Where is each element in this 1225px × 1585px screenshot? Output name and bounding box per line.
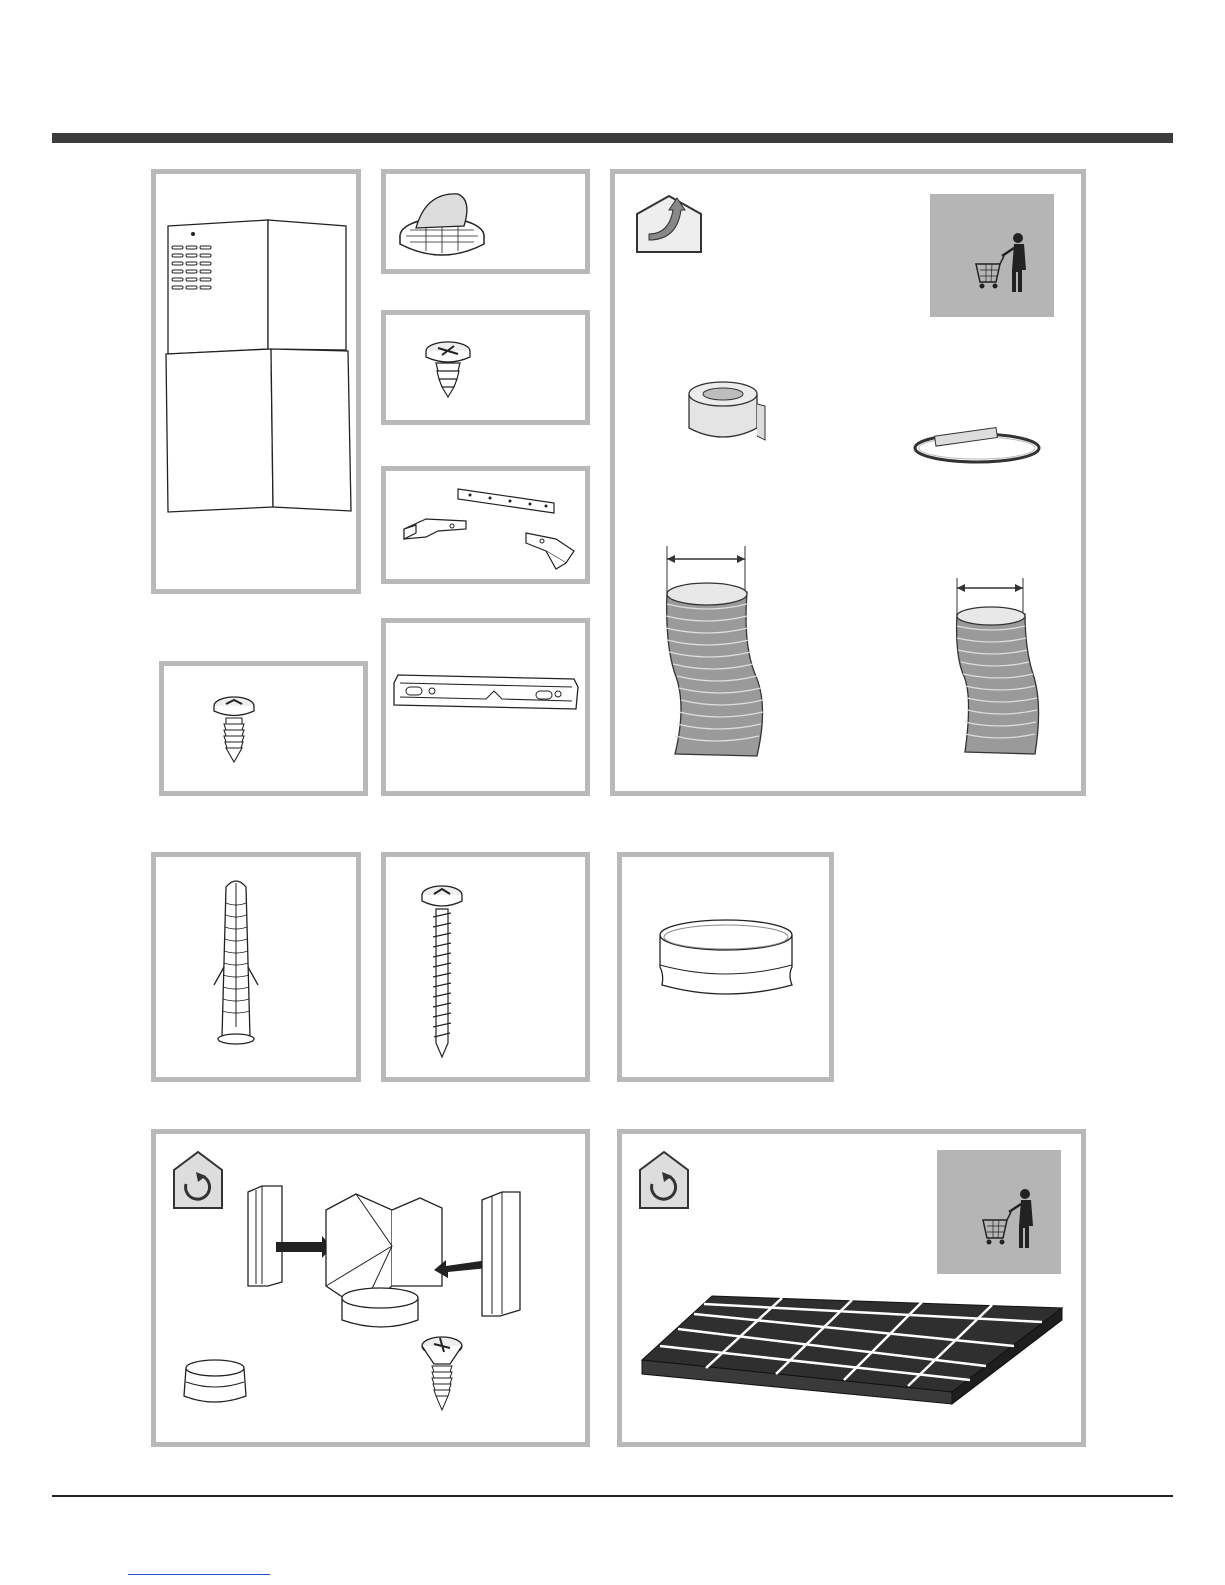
aluminium-tape-icon: [689, 382, 765, 440]
short-screw-icon: [386, 315, 585, 420]
part-hood-hanger-bracket: [381, 618, 590, 796]
part-recirculation-deflector-kit: [151, 1129, 590, 1447]
part-chimney-brackets: [381, 466, 590, 584]
footer-rule: [52, 1495, 1173, 1497]
part-short-screw: [381, 310, 590, 425]
deflector-kit-illustration: [156, 1134, 585, 1442]
flexible-duct-large-icon: [666, 546, 763, 756]
part-charcoal-filter: [617, 1129, 1086, 1447]
part-duct-ring: [617, 852, 834, 1082]
flexible-duct-small-icon: [957, 578, 1039, 754]
part-wall-plug: [151, 852, 361, 1082]
valve-icon: [386, 174, 585, 269]
hose-clamp-icon: [915, 428, 1039, 462]
part-long-screw: [381, 852, 590, 1082]
charcoal-filter-icon: [642, 1296, 1062, 1404]
badge-buy-separately: [930, 194, 1054, 317]
exhaust-out-icon: [637, 196, 701, 252]
countersunk-screw-icon: [422, 1337, 462, 1410]
part-ducted-extraction-kit: [610, 169, 1086, 796]
screw-icon: [164, 666, 363, 791]
hanger-bracket-icon: [386, 623, 585, 791]
duct-ring-icon: [622, 857, 829, 1077]
header-bar: [52, 133, 1173, 143]
wall-plug-icon: [156, 857, 356, 1077]
part-chimney-panels: [151, 169, 361, 594]
shopping-cart-icon: [930, 194, 1054, 317]
bracket-icon: [386, 471, 585, 579]
shopping-cart-icon: [937, 1150, 1061, 1274]
badge-buy-separately: [937, 1150, 1061, 1274]
long-screw-icon: [386, 857, 585, 1077]
part-self-tapping-screw: [159, 661, 368, 796]
recirculation-icon: [640, 1152, 688, 1208]
footer-link[interactable]: [128, 1574, 270, 1575]
part-backdraft-valve: [381, 169, 590, 274]
duct-adapter-icon: [184, 1360, 246, 1402]
recirculation-icon: [174, 1152, 222, 1208]
chimney-panels-icon: [156, 174, 356, 589]
